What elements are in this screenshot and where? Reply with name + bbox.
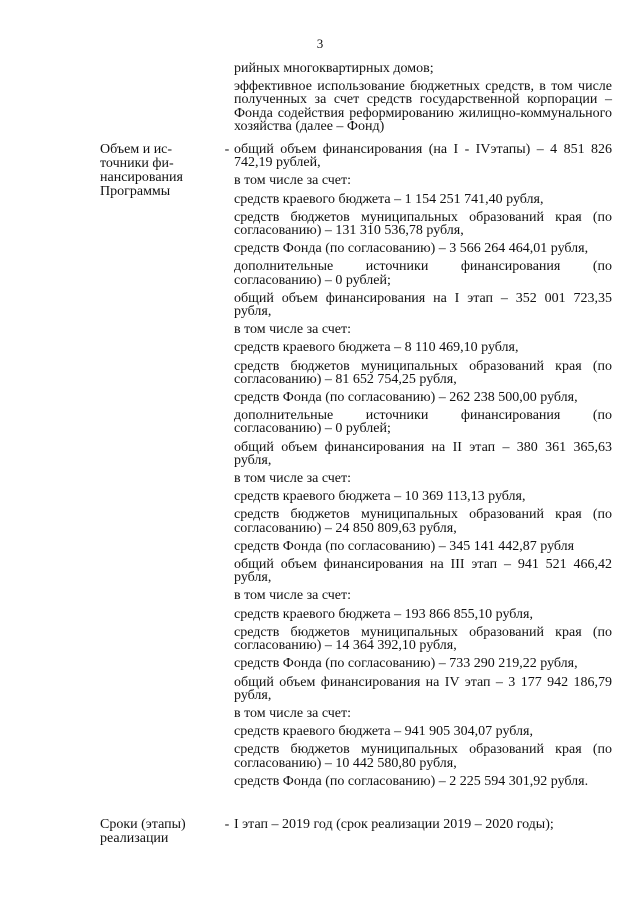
terms-label [100,818,220,846]
financing-paragraph: дополнительные источники финансирования (по согласованию) – 0 рублей; [234,408,612,437]
terms-body [234,818,612,836]
financing-paragraph: средств бюджетов муниципальных образований края (по согласованию) – 14 364 392,10 рубля, [234,624,612,654]
financing-paragraph: общий объем финансирования на III этап – 941 521 466,42 рубля, [234,557,612,586]
financing-paragraph: дополнительные источники финансирования (по согласованию) – 0 рублей; [234,259,612,288]
financing-paragraph: средств Фонда (по согласованию) – 2 225 594 301,92 рубля. [234,773,589,789]
financing-label-line: Программы [100,184,171,199]
financing-paragraph: в том числе за счет: [234,322,352,338]
financing-paragraph: средств краевого бюджета – 10 369 113,13 рубля, [234,489,526,505]
terms-label-line: реализации [100,831,169,846]
intro-paragraph: рийных многоквартирных домов; [234,61,434,76]
financing-label [100,143,220,199]
financing-paragraph: средств бюджетов муниципальных образований края (по согласованию) – 24 850 809,63 рубля, [234,507,612,536]
financing-paragraph: средств бюджетов муниципальных образований края (по согласованию) – 10 442 580,80 рубля, [234,742,612,771]
financing-paragraph: общий объем финансирования на IV этап – 3 177 942 186,79 рубля, [234,674,612,703]
financing-paragraph: средств бюджетов муниципальных образований края (по согласованию) – 81 652 754,25 рубля, [234,358,612,387]
page-number: 3 [316,36,324,51]
financing-dash: - [224,142,230,157]
financing-label-line: точники фи- [100,156,174,171]
terms-dash: - [224,817,230,832]
intro-text [234,62,612,138]
financing-paragraph: средств бюджетов муниципальных образований края (по согласованию) – 131 310 536,78 рубля, [234,209,612,239]
financing-label-line: Объем и ис- [100,142,173,157]
financing-paragraph: в том числе за счет: [234,705,352,721]
financing-paragraph: в том числе за счет: [234,173,352,189]
financing-paragraph: общий объем финансирования на I этап – 352 001 723,35 рубля, [234,290,612,320]
financing-paragraph: средств Фонда (по согласованию) – 3 566 264 464,01 рубля, [234,241,589,257]
financing-paragraph: средств Фонда (по согласованию) – 733 290 219,22 рубля, [234,656,578,672]
financing-paragraph: в том числе за счет: [234,588,352,604]
terms-paragraph: I этап – 2019 год (срок реализации 2019 – 2020 годы); [234,817,554,832]
terms-label-line: Сроки (этапы) [100,817,186,832]
financing-paragraph: средств краевого бюджета – 1 154 251 741,40 рубля, [234,191,544,207]
financing-paragraph: средств Фонда (по согласованию) – 345 141 442,87 рубля [234,538,575,554]
financing-body [234,143,612,793]
financing-paragraph: средств краевого бюджета – 941 905 304,07 рубля, [234,724,533,740]
financing-label-line: нансирования [100,170,183,185]
financing-paragraph: общий объем финансирования на II этап – 380 361 365,63 рубля, [234,439,612,468]
intro-paragraph: эффективное использование бюджетных средств, в том числе полученных за счет средств государственной корпорации – Фонда содействия реформированию жилищно-коммунального хозяйства (далее – Фонд) [234,79,612,134]
financing-paragraph: в том числе за счет: [234,471,352,487]
financing-paragraph: средств Фонда (по согласованию) – 262 238 500,00 рубля, [234,390,578,406]
financing-paragraph: средств краевого бюджета – 8 110 469,10 рубля, [234,340,519,356]
financing-paragraph: общий объем финансирования (на I - IVэтапы) – 4 851 826 742,19 рублей, [234,142,612,171]
financing-paragraph: средств краевого бюджета – 193 866 855,10 рубля, [234,606,533,622]
